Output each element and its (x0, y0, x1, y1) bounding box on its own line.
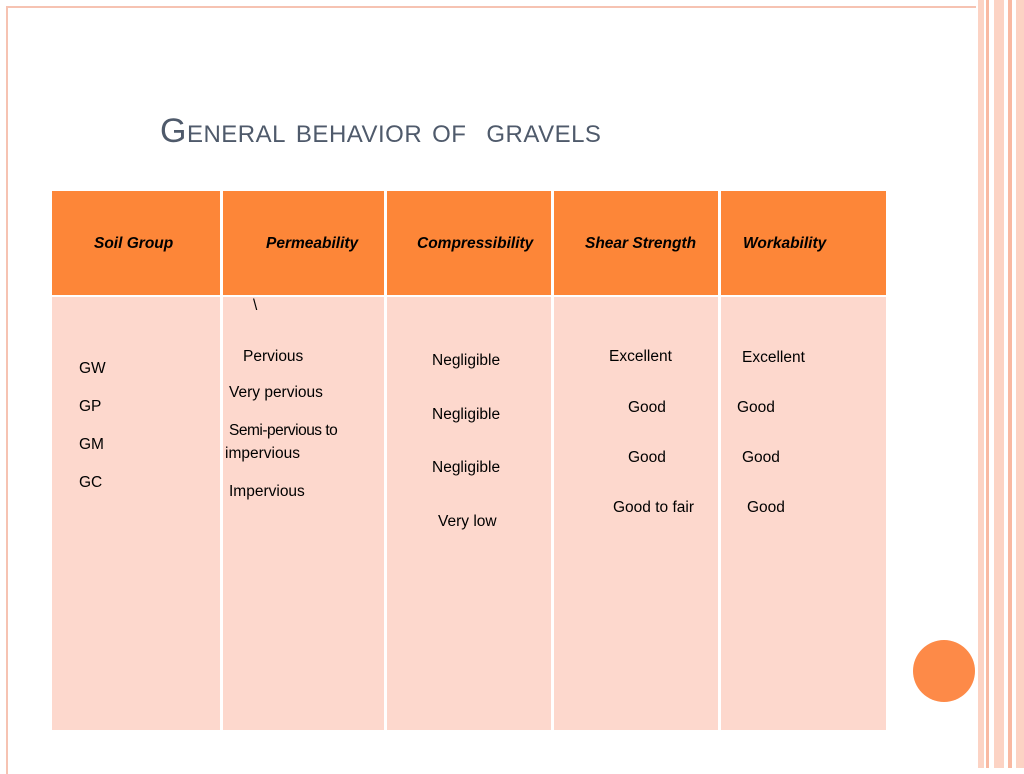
header-cell-compressibility (387, 191, 551, 295)
body-cell-workability (721, 297, 886, 730)
workability-value: Excellent (742, 349, 805, 366)
workability-value: Good (742, 449, 780, 466)
header-cell-permeability (223, 191, 384, 295)
compressibility-value: Negligible (432, 352, 501, 369)
shear-strength-value: Good (628, 449, 666, 466)
right-stripe (994, 0, 1004, 768)
soil-group-value: GW (79, 360, 106, 377)
body-cell-shear-strength (554, 297, 718, 730)
right-stripe (978, 0, 984, 768)
header-cell-soil-group (52, 191, 220, 295)
soil-group-value: GP (79, 398, 102, 415)
stray-mark: \ (253, 297, 258, 314)
soil-group-value: GC (79, 474, 103, 491)
header-label: Soil Group (94, 235, 174, 252)
compressibility-value: Negligible (432, 459, 501, 476)
shear-strength-value: Good (628, 399, 666, 416)
permeability-value: Impervious (229, 483, 305, 500)
right-stripe (986, 0, 989, 768)
header-label: Workability (743, 235, 827, 252)
header-cell-shear-strength (554, 191, 718, 295)
header-label: Shear Strength (585, 235, 697, 252)
decorative-circle (913, 640, 975, 702)
compressibility-value: Negligible (432, 406, 501, 423)
soil-group-value: GM (79, 436, 104, 453)
shear-strength-value: Excellent (609, 348, 672, 365)
right-stripe (1016, 0, 1024, 768)
permeability-value: impervious (225, 445, 300, 462)
header-label: Compressibility (417, 235, 534, 252)
body-cell-soil-group (52, 297, 220, 730)
gravel-behavior-table (51, 190, 887, 731)
header-label: Permeability (266, 235, 359, 252)
body-cell-compressibility (387, 297, 551, 730)
workability-value: Good (737, 399, 775, 416)
permeability-value: Very pervious (229, 384, 323, 401)
slide-title: General behavior of gravels (160, 112, 602, 150)
body-cell-permeability (223, 297, 384, 730)
permeability-value: Semi-pervious to (229, 422, 338, 439)
shear-strength-value: Good to fair (613, 499, 694, 516)
header-cell-workability (721, 191, 886, 295)
compressibility-value: Very low (438, 513, 497, 530)
permeability-value: Pervious (243, 348, 304, 365)
workability-value: Good (747, 499, 785, 516)
right-stripe (1008, 0, 1012, 768)
